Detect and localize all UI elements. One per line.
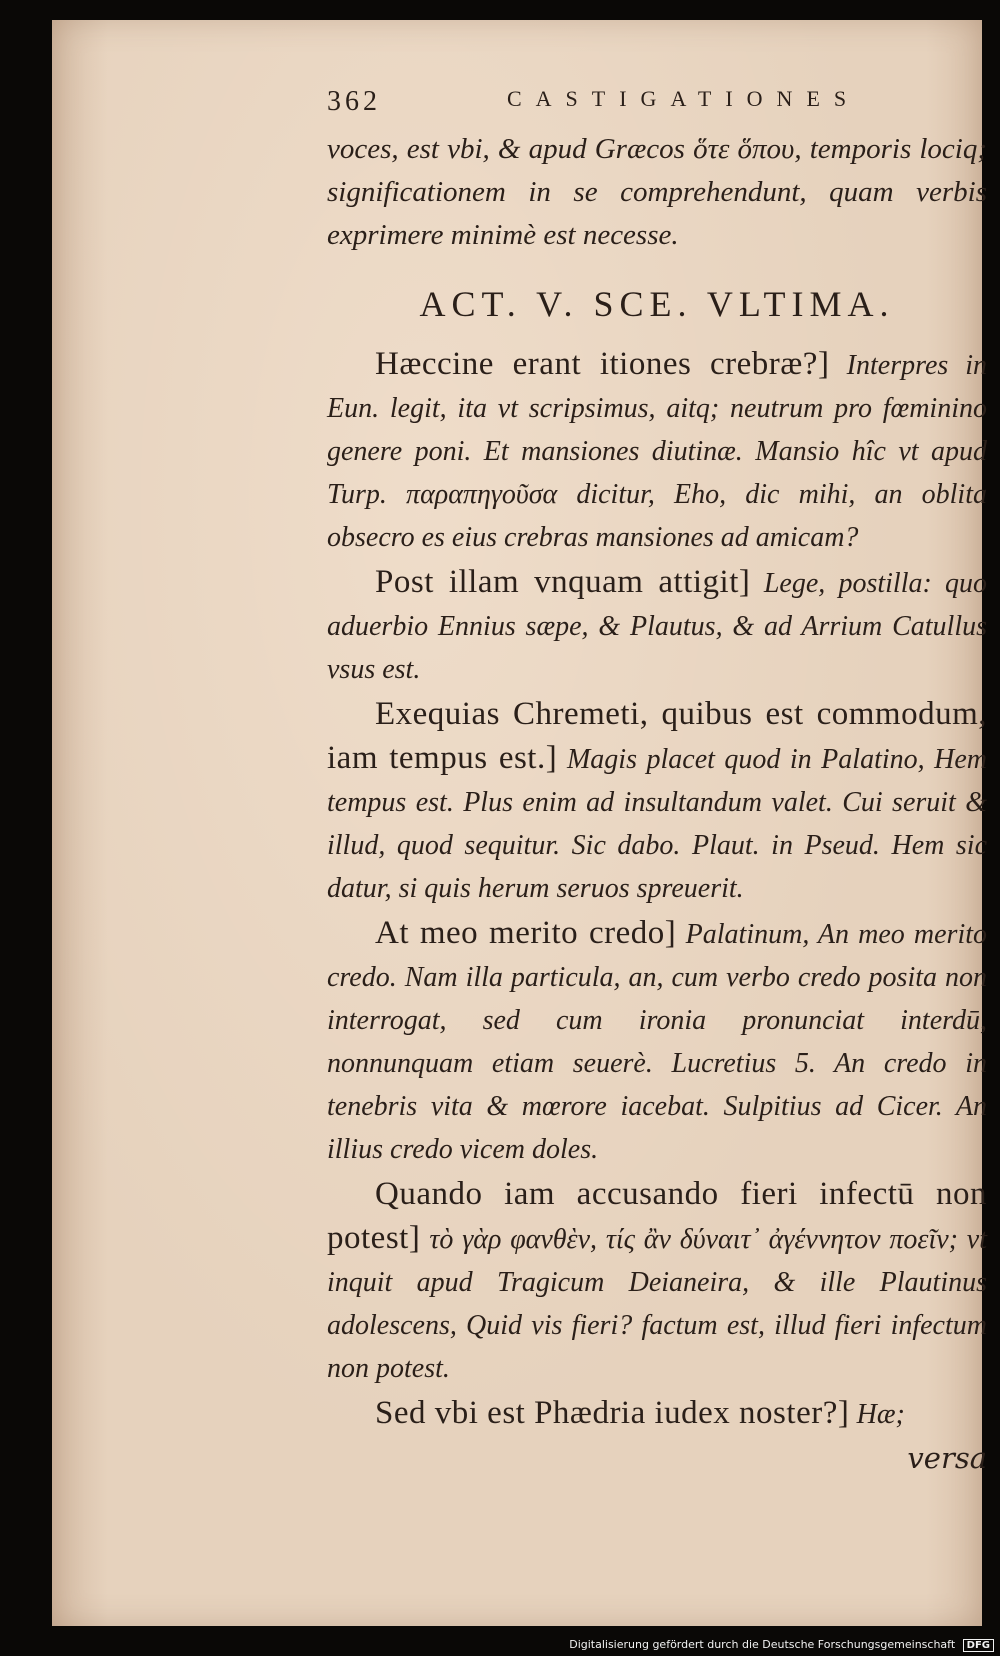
- dfg-logo: DFG: [963, 1639, 994, 1652]
- entry-lemma: At meo merito credo]: [375, 915, 677, 951]
- entry-gloss: Lege, postilla: quo aduerbio Ennius sæpe, & Plautus, & ad Arrium Catullus vsus est.: [327, 568, 988, 685]
- scene-title: ACT. V. SCE. VLTIMA.: [419, 284, 895, 324]
- entry-gloss: Hæ;: [856, 1399, 905, 1430]
- digitization-credit: [569, 1638, 994, 1652]
- entry-lemma: Exequias Chremeti, quibus est commodum, iam tempus est.]: [327, 696, 987, 776]
- entry-gloss: τὸ γὰρ φανθὲν, τίς ἂν δύναιτ᾽ ἀγέννητον ποεῖν; vt inquit apud Tragicum Deianeira, & ille Plautinus adolescens, Quid vis fieri? factum est, illud fieri infectum non potest.: [327, 1224, 988, 1384]
- book-page: [52, 20, 988, 1626]
- entry-4: [327, 912, 987, 1171]
- opening-paragraph: voces, est vbi, & apud Græcos ὅτε ὅπου, temporis lociq; significationem in se comprehendunt, quam verbis exprimere minimè est necesse.: [327, 133, 987, 251]
- page-header: [327, 78, 989, 128]
- credit-text: Digitalisierung gefördert durch die Deutsche Forschungsgemeinschaft: [569, 1638, 956, 1651]
- catchword: versa: [907, 1441, 987, 1475]
- entry-3: [327, 693, 987, 910]
- entry-lemma: Sed vbi est Phædria iudex noster?]: [375, 1395, 850, 1431]
- entry-gloss: Magis placet quod in Palatino, Hem tempus est. Plus enim ad insultandum valet. Cui seruit & illud, quod sequitur. Sic dabo. Plaut. in Pseud. Hem sic datur, si quis herum seruos spreuerit.: [327, 744, 987, 904]
- entry-gloss: Interpres in Eun. legit, ita vt scripsimus, aitq; neutrum pro fœminino genere poni. Et mansiones diutinæ. Mansio hîc vt apud Turp. παραπηγοῦσα dicitur, Eho, dic mihi, an oblita obsecro es eius crebras mansiones ad amicam?: [327, 350, 988, 553]
- page-content: [279, 78, 989, 1478]
- entry-1: [327, 343, 987, 559]
- entry-gloss: Palatinum, An meo merito credo. Nam illa particula, an, cum verbo credo posita non interrogat, sed cum ironia pronunciat interdū, nonnunquam etiam seuerè. Lucretius 5. An credo in tenebris vita & mœrore iacebat. Sulpitius ad Cicer. An illius credo vicem doles.: [327, 919, 988, 1165]
- entry-lemma: Hæccine erant itiones crebræ?]: [375, 346, 830, 382]
- entry-lemma: Quando iam accusando fieri infectū non potest]: [327, 1176, 987, 1256]
- entry-5: [327, 1173, 987, 1390]
- entry-6: [327, 1392, 987, 1436]
- entry-2: [327, 561, 987, 691]
- running-head: CASTIGATIONES: [507, 86, 861, 111]
- page-number: 362: [327, 86, 381, 117]
- entry-lemma: Post illam vnquam attigit]: [375, 564, 751, 600]
